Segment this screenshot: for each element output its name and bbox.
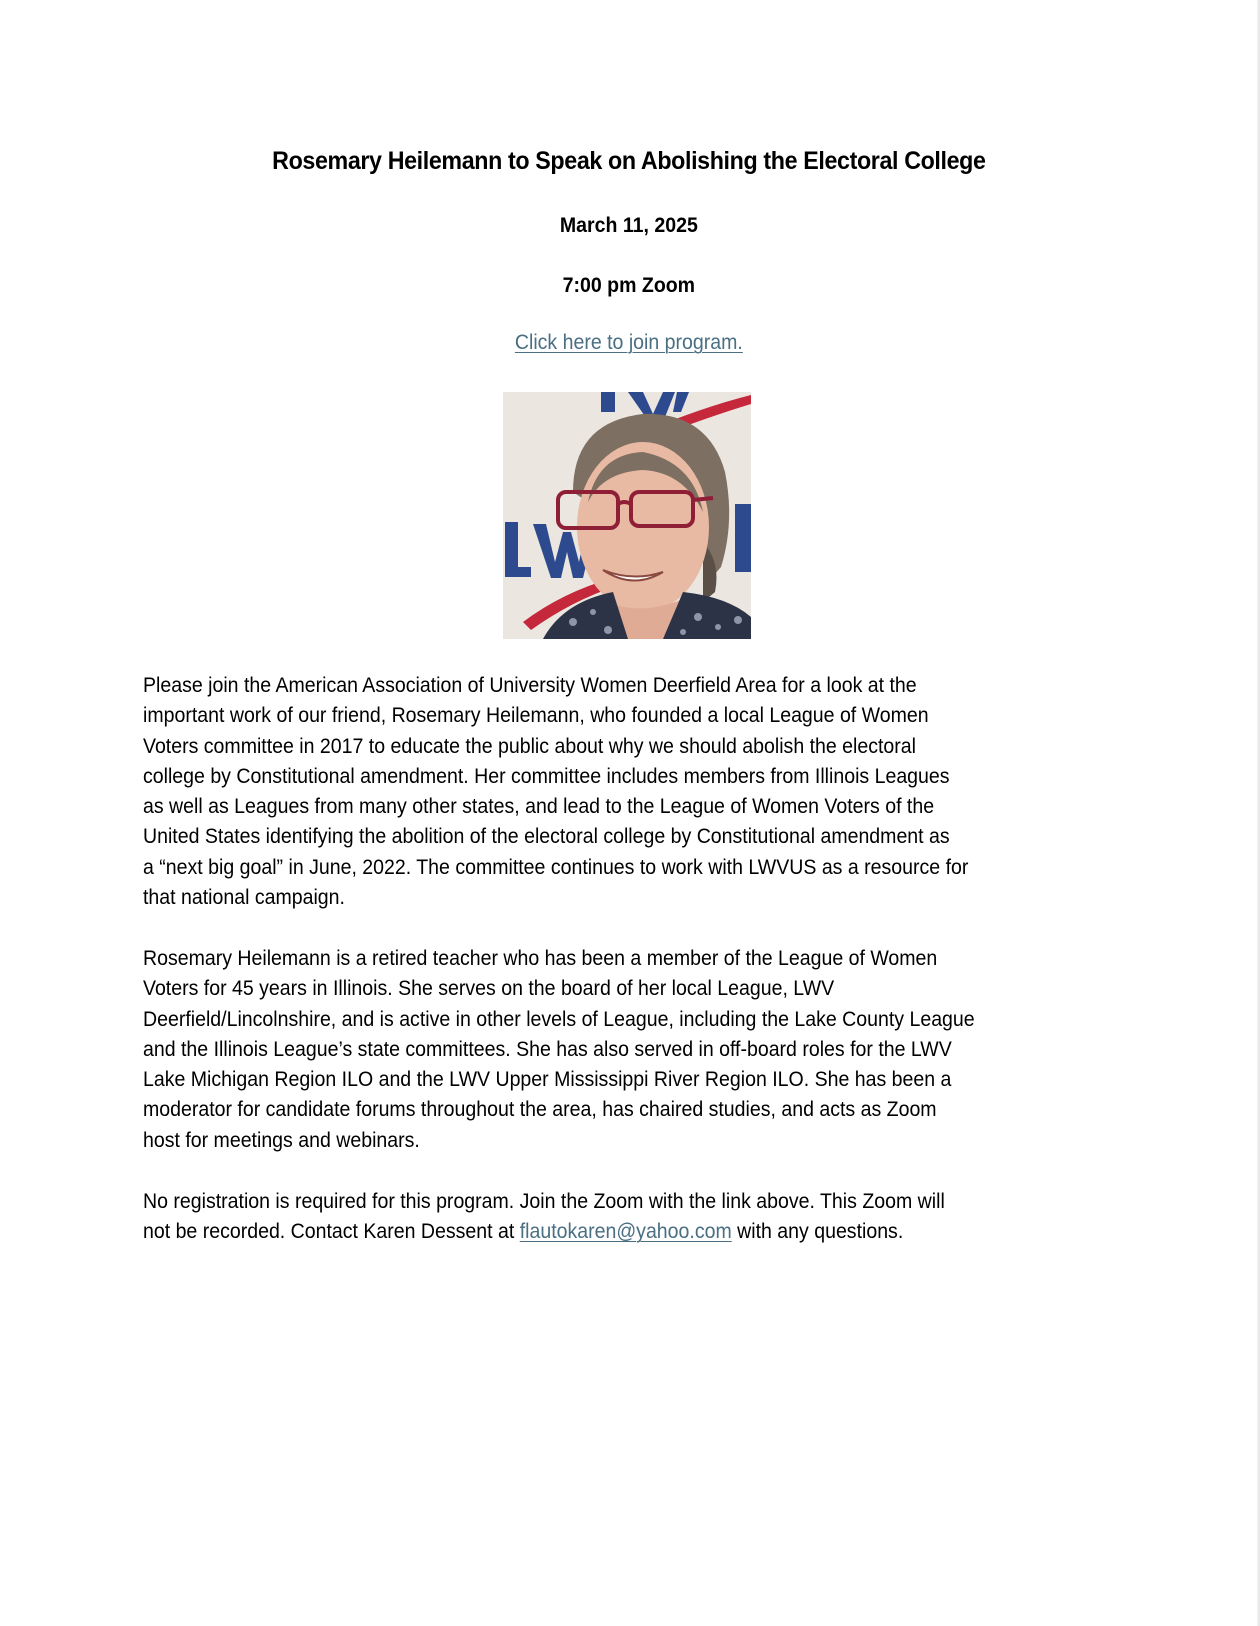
paragraph-line: Deerfield/Lincolnshire, and is active in other levels of League, including the Lake County League — [143, 1007, 975, 1031]
paragraph-line: Voters for 45 years in Illinois. She serves on the board of her local League, LWV — [143, 977, 835, 1001]
join-program-link[interactable]: Click here to join program. — [514, 331, 743, 354]
contact-email-link[interactable]: flautokaren@yahoo.com — [519, 1220, 732, 1244]
paragraph-line: that national campaign. — [143, 886, 345, 910]
paragraph-line: a “next big goal” in June, 2022. The committee continues to work with LWVUS as a resource for — [143, 855, 969, 879]
paragraph-line: and the Illinois League’s state committees. She has also served in off-board roles for the LWV — [143, 1037, 952, 1061]
paragraph-line: important work of our friend, Rosemary Heilemann, who founded a local League of Women — [143, 704, 929, 728]
paragraph-line: United States identifying the abolition of the electoral college by Constitutional amendment as — [143, 825, 950, 849]
paragraph-line: Rosemary Heilemann is a retired teacher who has been a member of the League of Women — [143, 947, 938, 970]
paragraph-line: as well as Leagues from many other states, and lead to the League of Women Voters of the — [143, 795, 935, 819]
contact-text: not be recorded. Contact Karen Dessent at — [143, 1220, 520, 1244]
paragraph-line: moderator for candidate forums throughout the area, has chaired studies, and acts as Zoom — [143, 1098, 937, 1122]
intro-paragraph — [143, 671, 1143, 913]
registration-paragraph — [143, 1187, 1143, 1248]
event-date: March 11, 2025 — [559, 214, 698, 237]
paragraph-line: college by Constitutional amendment. Her committee includes members from Illinois Leagues — [143, 764, 950, 788]
paragraph-line: No registration is required for this program. Join the Zoom with the link above. This Zoom will — [143, 1190, 945, 1213]
paragraph-line: Lake Michigan Region ILO and the LWV Upper Mississippi River Region ILO. She has been a — [143, 1068, 952, 1092]
paragraph-line: Voters committee in 2017 to educate the public about why we should abolish the electoral — [143, 734, 917, 758]
contact-text-end: with any questions. — [731, 1220, 904, 1244]
bio-paragraph — [143, 944, 1143, 1156]
paragraph-line — [143, 1217, 1073, 1247]
paragraph-line: host for meetings and webinars. — [143, 1128, 420, 1152]
paragraph-line: Please join the American Association of University Women Deerfield Area for a look at the — [143, 674, 917, 697]
speaker-photo — [503, 392, 751, 639]
document-title: Rosemary Heilemann to Speak on Abolishing the Electoral College — [272, 147, 986, 175]
event-time: 7:00 pm Zoom — [562, 274, 696, 297]
join-link-line — [44, 331, 1214, 355]
